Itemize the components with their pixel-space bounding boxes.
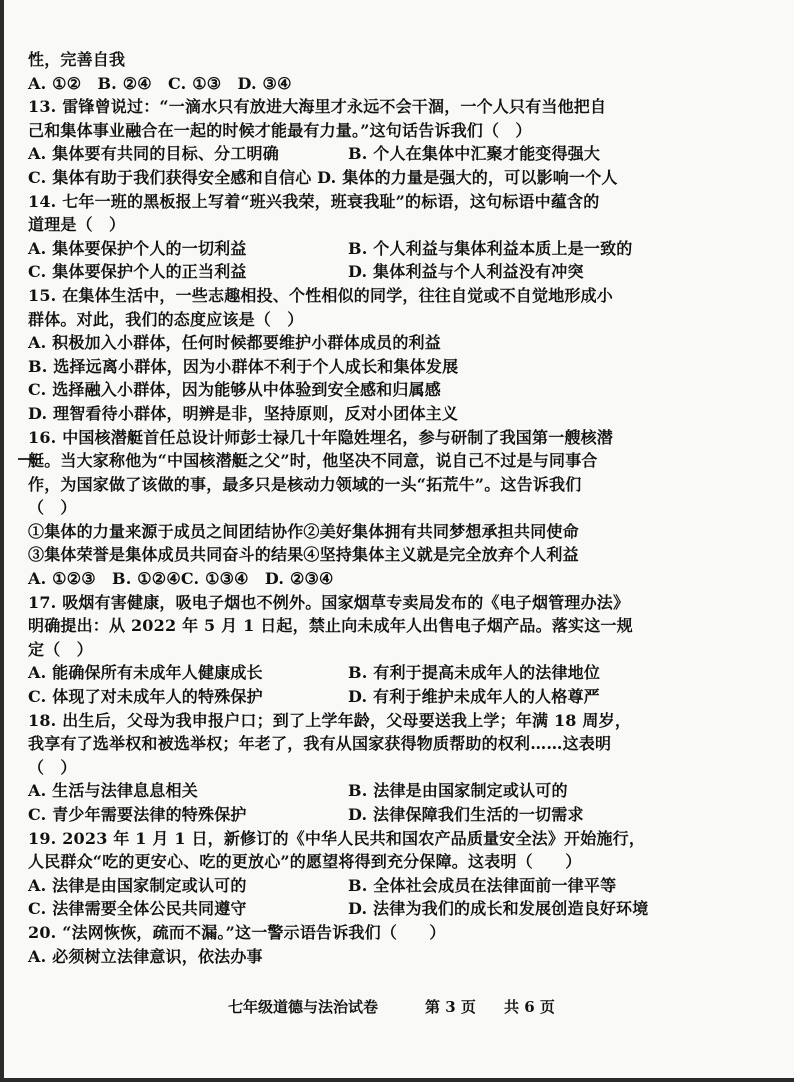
text-line: 14. 七年一班的黑板报上写着“班兴我荣，班衰我耻”的标语，这句标语中蕴含的 xyxy=(28,191,600,211)
text-line: （ ） xyxy=(28,498,77,518)
option-text: A. 集体要有共同的目标、分工明确 xyxy=(28,144,279,164)
text-line xyxy=(28,661,768,685)
text-line: 18. 出生后，父母为我申报户口；到了上学年龄，父母要送我上学；年满 18 周岁， xyxy=(28,710,632,730)
option-text: A. 能确保所有未成年人健康成长 xyxy=(28,663,263,683)
text-line: 19. 2023 年 1 月 1 日，新修订的《中华人民共和国农产品质量安全法》开始施行， xyxy=(28,828,646,848)
option-text: D. 有利于维护未成年人的人格尊严 xyxy=(348,687,600,707)
text-line: 定（ ） xyxy=(28,639,93,659)
text-line xyxy=(28,685,768,709)
text-line: 人民群众“吃的更安心、吃的更放心”的愿望将得到充分保障。这表明（ ） xyxy=(28,852,582,872)
option-text: C. 体现了对未成年人的特殊保护 xyxy=(28,687,263,707)
option-text: A. 集体要保护个人的一切利益 xyxy=(28,238,247,258)
option-text: D. 集体利益与个人利益没有冲突 xyxy=(348,262,584,282)
text-line xyxy=(28,874,768,898)
option-text: D. 法律为我们的成长和发展创造良好环境 xyxy=(348,899,649,919)
text-line: ③集体荣誉是集体成员共同奋斗的结果④坚持集体主义就是完全放弃个人利益 xyxy=(28,545,579,565)
text-line: 作，为国家做了该做的事，最多只是核动力领域的一头“拓荒牛”。这告诉我们 xyxy=(28,474,582,494)
option-text: A. 生活与法律息息相关 xyxy=(28,781,198,801)
scan-edge-left xyxy=(0,0,4,1082)
text-line xyxy=(28,237,768,261)
text-line: 己和集体事业融合在一起的时候才能最有力量。”这句话告诉我们（ ） xyxy=(28,120,532,140)
option-text: C. 法律需要全体公民共同遵守 xyxy=(28,899,247,919)
text-line: 15. 在集体生活中，一些志趣相投、个性相似的同学，往往自觉或不自觉地形成小 xyxy=(28,285,614,305)
text-line: 17. 吸烟有害健康，吸电子烟也不例外。国家烟草专卖局发布的《电子烟管理办法》 xyxy=(28,592,630,612)
text-line: C. 集体有助于我们获得安全感和自信心 D. 集体的力量是强大的，可以影响一个人 xyxy=(28,167,618,187)
text-line: A. ①②③ B. ①②④C. ①③④ D. ②③④ xyxy=(28,569,334,589)
option-text: C. 集体要保护个人的正当利益 xyxy=(28,262,247,282)
option-text: B. 个人在集体中汇聚才能变得强大 xyxy=(348,144,601,164)
text-line xyxy=(28,897,768,921)
question-text-body xyxy=(28,48,768,968)
text-line: A. 积极加入小群体，任何时候都要维护小群体成员的利益 xyxy=(28,333,441,353)
text-line: 13. 雷锋曾说过：“一滴水只有放进大海里才永远不会干涸，一个人只有当他把自 xyxy=(28,97,607,117)
text-line: ①集体的力量来源于成员之间团结协作②美好集体拥有共同梦想承担共同使命 xyxy=(28,521,579,541)
text-line xyxy=(28,779,768,803)
text-line: 性，完善自我 xyxy=(28,50,126,69)
option-text: B. 有利于提高未成年人的法律地位 xyxy=(348,663,601,683)
text-line: 群体。对此，我们的态度应该是（ ） xyxy=(28,309,304,329)
text-line: 我享有了选举权和被选举权；年老了，我有从国家获得物质帮助的权利……这表明 xyxy=(28,734,612,754)
text-line: C. 选择融入小群体，因为能够从中体验到安全感和归属感 xyxy=(28,380,441,400)
text-line xyxy=(28,260,768,284)
text-line: A. 必须树立法律意识，依法办事 xyxy=(28,946,263,966)
text-line: 明确提出：从 2022 年 5 月 1 日起，禁止向未成年人出售电子烟产品。落实这一规 xyxy=(28,616,633,636)
option-text: B. 个人利益与集体利益本质上是一致的 xyxy=(348,238,633,258)
text-line xyxy=(28,142,768,166)
option-text: A. 法律是由国家制定或认可的 xyxy=(28,875,247,895)
text-line: A. ①② B. ②④ C. ①③ D. ③④ xyxy=(28,73,292,93)
option-text: B. 法律是由国家制定或认可的 xyxy=(348,781,568,801)
text-line: B. 选择远离小群体，因为小群体不利于个人成长和集体发展 xyxy=(28,356,459,376)
scan-edge-bottom xyxy=(0,1078,794,1082)
footer-total-pages: 共 6 页 xyxy=(504,998,555,1016)
text-line: 艇。当大家称他为“中国核潜艇之父”时，他坚决不同意，说自己不过是与同事合 xyxy=(28,451,598,471)
option-text: D. 法律保障我们生活的一切需求 xyxy=(348,805,584,824)
footer-page-number: 第 3 页 xyxy=(425,998,476,1016)
text-line: （ ） xyxy=(28,757,77,777)
text-line xyxy=(28,803,768,827)
text-line: 20. “法网恢恢，疏而不漏。”这一警示语告诉我们（ ） xyxy=(28,922,446,942)
option-text: C. 青少年需要法律的特殊保护 xyxy=(28,805,247,824)
text-line: D. 理智看待小群体，明辨是非，坚持原则，反对小团体主义 xyxy=(28,403,459,423)
option-text: B. 全体社会成员在法律面前一律平等 xyxy=(348,875,617,895)
text-line: 道理是（ ） xyxy=(28,215,126,235)
text-line: 16. 中国核潜艇首任总设计师彭士禄几十年隐姓埋名，参与研制了我国第一艘核潜 xyxy=(28,427,614,447)
footer-exam-title: 七年级道德与法治试卷 xyxy=(228,998,379,1016)
